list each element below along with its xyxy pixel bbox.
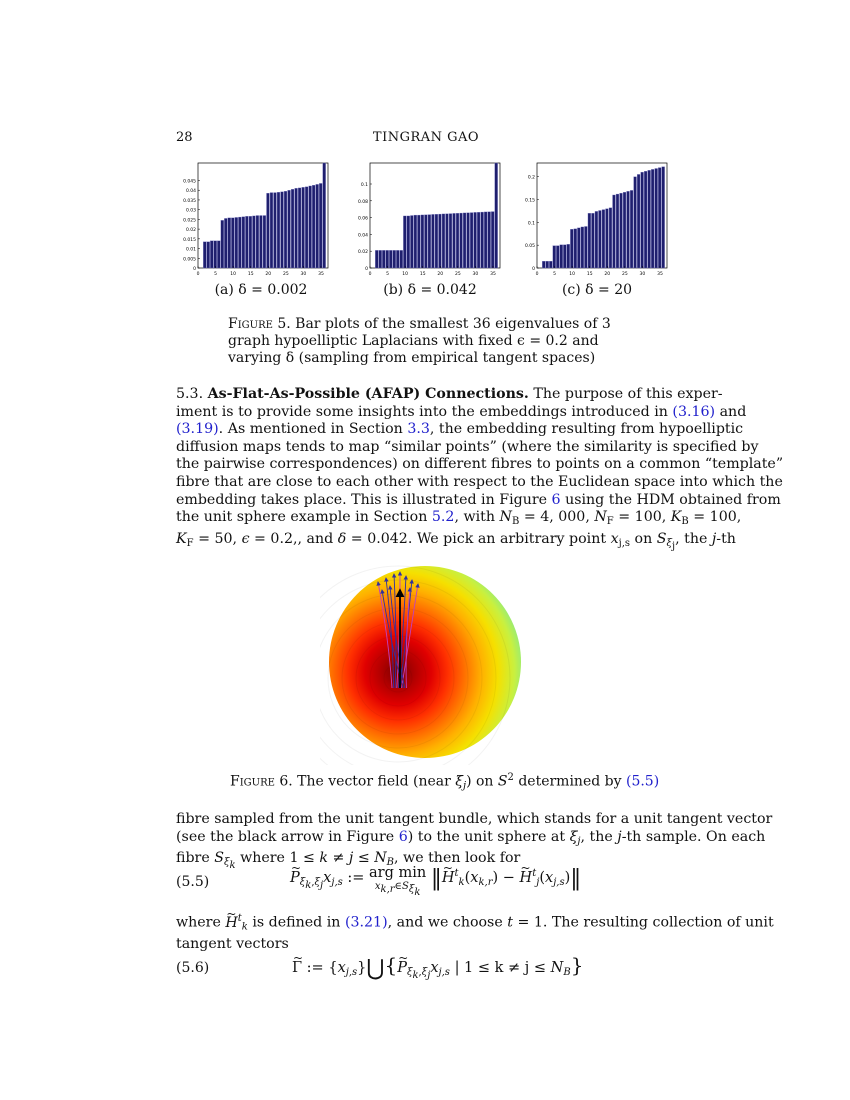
section-title: As-Flat-As-Possible (AFAP) Connections. xyxy=(207,386,529,402)
bar xyxy=(417,215,420,268)
bar xyxy=(651,169,654,268)
bar xyxy=(242,217,245,268)
y-tick-label: 0 xyxy=(532,267,535,272)
x-tick-label: 35 xyxy=(318,272,324,277)
bar xyxy=(424,215,427,268)
bar xyxy=(577,228,580,268)
bar xyxy=(414,215,417,268)
chart-b-svg xyxy=(350,160,505,278)
x-tick-label: 5 xyxy=(214,272,218,277)
y-tick-label: 0.01 xyxy=(185,247,196,253)
bar xyxy=(491,212,494,268)
bar xyxy=(658,168,661,268)
bar xyxy=(602,210,605,268)
bar xyxy=(323,163,326,268)
bar xyxy=(274,193,277,268)
y-tick-label: 0.045 xyxy=(183,179,196,185)
bar xyxy=(389,250,392,268)
x-tick-label: 10 xyxy=(569,272,576,277)
bar xyxy=(470,213,473,268)
bar xyxy=(270,193,273,268)
subcaption-a: (a) δ = 0.002 xyxy=(214,282,308,298)
bar xyxy=(439,214,442,268)
bar xyxy=(442,214,445,268)
bar xyxy=(407,216,410,268)
bar xyxy=(655,168,658,268)
bar xyxy=(484,212,487,268)
bar xyxy=(291,189,294,268)
bar xyxy=(460,213,463,268)
bar xyxy=(616,194,619,268)
x-tick-label: 35 xyxy=(657,272,663,277)
bar xyxy=(613,195,616,268)
x-tick-label: 30 xyxy=(639,272,646,277)
figure6-graphic xyxy=(320,560,530,769)
bar xyxy=(474,212,477,268)
bar xyxy=(648,170,651,268)
x-tick-label: 10 xyxy=(402,272,409,277)
bar xyxy=(549,261,552,268)
bar xyxy=(584,226,587,268)
chart-a-svg xyxy=(178,160,333,278)
bar xyxy=(400,250,403,268)
bar xyxy=(481,212,484,268)
bar xyxy=(570,229,573,268)
y-tick-label: 0 xyxy=(365,267,368,272)
y-tick-label: 0.08 xyxy=(357,199,368,205)
subcaption-c: (c) δ = 20 xyxy=(561,282,633,298)
ref-3-19[interactable]: (3.19) xyxy=(176,421,219,438)
bar xyxy=(456,213,459,268)
y-tick-label: 0.035 xyxy=(183,198,196,204)
eq-5-5: ~ $P_{\xi_k,\xi_j}x_{j,s}$ := arg min $x_{k,r}\in S_{\xi_k}$ ‖~ $H^t_k(x_{k,r})$ − ~ $H^t_j(x_{j,s})‖$ xyxy=(290,866,581,900)
x-tick-label: 20 xyxy=(437,272,444,277)
bar xyxy=(252,216,255,268)
x-tick-label: 20 xyxy=(265,272,272,277)
x-tick-label: 5 xyxy=(386,272,390,277)
bar xyxy=(591,213,594,268)
bar xyxy=(214,241,217,268)
bar xyxy=(609,208,612,268)
bar xyxy=(410,216,413,269)
bar xyxy=(581,227,584,268)
bar xyxy=(627,191,630,268)
bar xyxy=(382,250,385,268)
section-number: 5.3. xyxy=(176,386,204,402)
page-number: 28 xyxy=(176,130,193,145)
x-tick-label: 15 xyxy=(247,272,254,277)
ref-figure-6b[interactable]: 6 xyxy=(398,828,408,845)
bar xyxy=(542,261,545,268)
bar xyxy=(277,192,280,268)
bar xyxy=(574,229,577,268)
bar xyxy=(298,188,301,268)
bar xyxy=(284,191,287,268)
y-tick-label: 0.025 xyxy=(183,218,196,224)
bar xyxy=(595,211,598,268)
bar xyxy=(249,216,252,268)
x-tick-label: 35 xyxy=(490,272,496,277)
y-tick-label: 0.02 xyxy=(357,250,368,256)
bar xyxy=(428,215,431,268)
x-tick-label: 30 xyxy=(300,272,307,277)
x-tick-label: 0 xyxy=(196,272,200,277)
bar xyxy=(210,241,213,268)
x-tick-label: 15 xyxy=(586,272,593,277)
y-tick-label: 0.15 xyxy=(524,198,535,204)
bar xyxy=(435,214,438,268)
bar xyxy=(431,214,434,268)
bar xyxy=(477,212,480,268)
x-tick-label: 15 xyxy=(419,272,426,277)
bar xyxy=(256,216,259,269)
bar xyxy=(453,213,456,268)
figure5-label: Figure 5. xyxy=(228,316,291,332)
bar xyxy=(563,245,566,268)
bar xyxy=(281,192,284,268)
bar xyxy=(449,214,452,268)
x-tick-label: 20 xyxy=(604,272,611,277)
bar xyxy=(446,214,449,268)
bar xyxy=(259,216,262,269)
bar xyxy=(235,217,238,268)
bar xyxy=(393,250,396,268)
bar xyxy=(637,174,640,268)
bar xyxy=(305,187,308,268)
bar xyxy=(567,244,570,268)
bar xyxy=(288,190,291,268)
bar xyxy=(245,216,248,268)
ref-3-21[interactable]: (3.21) xyxy=(344,914,388,931)
bar xyxy=(641,172,644,268)
x-tick-label: 25 xyxy=(282,272,289,277)
chart-b xyxy=(350,160,505,278)
bar xyxy=(396,250,399,268)
paragraph-2: fibre sampled from the unit tangent bundle, which stands for a unit tangent vector (see the black arrow in Figure 6) to the unit sphere at $\xi_j$, the j-th sample. On each fibre $S_{\xi_k}$ where $1 \le k \ne j \le N_B$, we then look for xyxy=(176,811,773,872)
figure5-caption xyxy=(228,316,628,367)
bar xyxy=(630,190,633,268)
bar xyxy=(221,220,224,268)
bar xyxy=(463,213,466,268)
bar xyxy=(495,163,498,268)
y-tick-label: 0.04 xyxy=(185,189,196,195)
bar xyxy=(267,193,270,268)
y-tick-label: 0.005 xyxy=(183,257,196,263)
y-tick-label: 0.2 xyxy=(527,175,535,181)
author-name: TINGRAN GAO xyxy=(372,130,480,145)
y-tick-label: 0 xyxy=(193,267,196,272)
subcaption-b: (b) δ = 0.042 xyxy=(383,282,477,298)
section-5-3-paragraph: 5.3. As-Flat-As-Possible (AFAP) Connections. The purpose of this exper- iment is to provide some insights into the embeddings introduced in (3.16) and (3.19). As mentioned in Section 3.3, the embedding resulting from hypoelliptic diffusion maps tends to map “similar points” (where the similarity is specified by the pairwise correspondences) on different fibres to points on a common “template” fibre that are close to each other with respect to the Euclidean space into which the embedding takes place. This is illustrated in Figure 6 using the HDM obtained from the unit sphere example in Section 5.2, with $N_B = 4$, 000, $N_F = 100$, $K_B = 100$, $K_F = 50$, ϵ = 0.2,, and δ = 0.042. We pick an arbitrary point $x_{j,s}$ on $S_{\xi_j}$, the j-th xyxy=(176,386,784,552)
bar xyxy=(403,216,406,268)
bar xyxy=(217,241,220,268)
bar xyxy=(203,242,206,268)
bar xyxy=(316,184,319,268)
bar xyxy=(488,212,491,268)
bar xyxy=(231,218,234,268)
bar xyxy=(553,246,556,268)
ref-figure-6[interactable]: 6 xyxy=(551,491,561,508)
chart-c-svg xyxy=(517,160,672,278)
bar xyxy=(421,215,424,268)
bar xyxy=(319,183,322,268)
x-tick-label: 25 xyxy=(454,272,461,277)
x-tick-label: 30 xyxy=(472,272,479,277)
x-tick-label: 0 xyxy=(535,272,539,277)
bar xyxy=(312,185,315,268)
eq-5-6: ~ Γ := $\{x_{j,s}\}⋃\{\sim$ $P_{\xi_k,\xi_j}x_{j,s}$ | $1 \le k \ne j \le N_B$} xyxy=(292,953,583,981)
bar xyxy=(379,250,382,268)
bar xyxy=(623,192,626,268)
y-tick-label: 0.05 xyxy=(524,244,535,250)
chart-a xyxy=(178,160,333,278)
bar xyxy=(238,217,241,268)
bar xyxy=(634,177,637,268)
ref-section-3-3[interactable]: 3.3 xyxy=(407,421,430,438)
bar xyxy=(644,171,647,268)
x-tick-label: 5 xyxy=(553,272,557,277)
y-tick-label: 0.04 xyxy=(357,233,368,239)
x-tick-label: 10 xyxy=(230,272,237,277)
bar xyxy=(560,245,563,268)
bar xyxy=(224,218,227,268)
x-tick-label: 25 xyxy=(621,272,628,277)
bar xyxy=(309,186,312,268)
ref-section-5-2[interactable]: 5.2 xyxy=(431,509,455,526)
ref-eq-5-5[interactable]: (5.5) xyxy=(625,773,660,790)
eq-5-6-label: (5.6) xyxy=(176,960,210,976)
bar xyxy=(207,242,210,268)
sphere-vector-field xyxy=(320,560,530,765)
ref-3-16[interactable]: (3.16) xyxy=(672,403,716,420)
bar xyxy=(467,213,470,268)
bar xyxy=(295,188,298,268)
y-tick-label: 0.1 xyxy=(360,183,368,188)
y-tick-label: 0.06 xyxy=(357,216,368,222)
y-tick-label: 0.015 xyxy=(183,237,196,243)
sphere xyxy=(329,566,521,758)
y-tick-label: 0.1 xyxy=(527,221,535,227)
bar xyxy=(375,250,378,268)
bar xyxy=(386,250,389,268)
bar xyxy=(228,218,231,268)
figure5-text: Bar plots of the smallest 36 eigenvalues of 3 graph hypoelliptic Laplacians with fixed ϵ = 0.2 and varying δ (sampling from empirical tangent spaces) xyxy=(228,316,611,366)
chart-c xyxy=(517,160,672,278)
bar xyxy=(662,167,665,268)
bar xyxy=(598,210,601,268)
x-tick-label: 0 xyxy=(368,272,372,277)
bar xyxy=(302,187,305,268)
bar xyxy=(263,216,266,269)
bar xyxy=(556,246,559,268)
bar xyxy=(606,209,609,268)
eq-5-5-label: (5.5) xyxy=(176,874,210,890)
bar xyxy=(588,213,591,268)
y-tick-label: 0.02 xyxy=(185,228,196,234)
y-tick-label: 0.03 xyxy=(185,208,196,214)
paragraph-3: where ~ $H^t_k$ is defined in (3.21), and we choose t = 1. The resulting collection of unit tangent vectors xyxy=(176,910,676,954)
bar xyxy=(620,193,623,268)
bar xyxy=(546,261,549,268)
figure6-caption: Figure 6. The vector field (near $\xi_j$) on $S^2$ determined by (5.5) xyxy=(230,772,660,792)
